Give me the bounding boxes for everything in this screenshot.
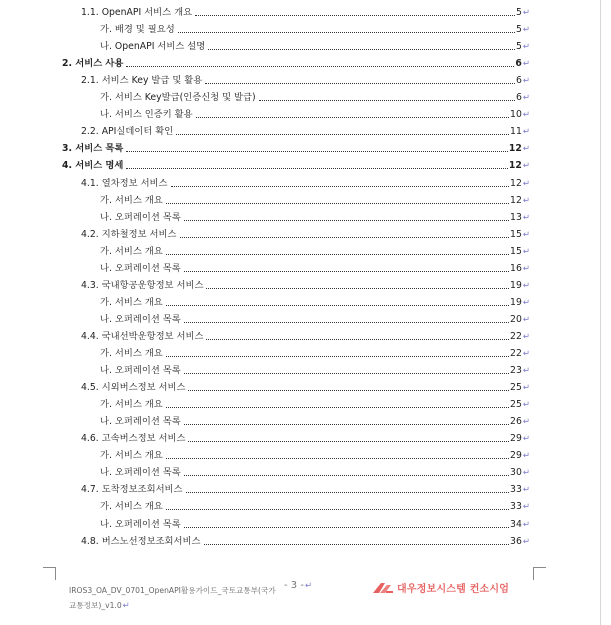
footer-document-name-line2 [69, 598, 276, 614]
toc-dot-leader [171, 186, 510, 187]
footer-page-number [284, 580, 312, 591]
paragraph-mark-icon: ↵ [522, 25, 530, 36]
toc-entry-page: 19 [510, 279, 522, 291]
toc-entry-label: 2. 서비스 사용 [62, 58, 124, 70]
toc-entry-page: 6 [515, 58, 522, 70]
toc-dot-leader [188, 441, 509, 442]
paragraph-mark-icon: ↵ [522, 59, 530, 70]
footer-document-name-line1: IROS3_OA_DV_0701_OpenAPI활용가이드_국토교통부(국가 [69, 586, 276, 595]
toc-entry-page: 5 [515, 41, 522, 53]
paragraph-mark-icon: ↵ [522, 246, 530, 257]
toc-entry-page: 5 [515, 24, 522, 36]
toc-dot-leader [126, 66, 514, 67]
toc-entry-page: 5 [515, 7, 522, 18]
toc-entry-page: 36 [510, 535, 522, 547]
company-logo-icon [372, 581, 394, 595]
toc-entry-label: 2.1. 서비스 Key 발급 및 활용 [81, 75, 203, 87]
toc-entry-page: 25 [510, 399, 522, 411]
toc-entry[interactable] [81, 174, 530, 190]
toc-entry-page: 12 [508, 143, 522, 155]
toc-entry-label: 나. 오퍼레이션 목록 [100, 467, 181, 479]
toc-entry[interactable] [100, 105, 530, 121]
toc-entry[interactable] [81, 532, 530, 548]
toc-entry-label: 가. 서비스 개요 [100, 399, 163, 411]
toc-entry-page: 29 [510, 450, 522, 462]
paragraph-mark-icon: ↵ [522, 76, 530, 87]
toc-entry[interactable] [100, 515, 530, 531]
toc-entry-label: 1.1. OpenAPI 서비스 개요 [81, 7, 193, 18]
toc-entry-page: 20 [510, 313, 522, 325]
paragraph-mark-icon: ↵ [522, 400, 530, 411]
toc-entry[interactable] [81, 122, 530, 138]
toc-entry-label: 4.5. 시외버스정보 서비스 [81, 382, 186, 394]
footer-crop-mark-right [533, 567, 546, 580]
toc-entry-label: 가. 서비스 Key발급(인증신청 및 발급) [100, 92, 256, 104]
toc-entry[interactable] [81, 378, 530, 394]
toc-entry-label: 나. 오퍼레이션 목록 [100, 262, 181, 274]
footer-document-name [69, 583, 276, 614]
toc-entry[interactable] [100, 310, 530, 326]
paragraph-mark-icon: ↵ [522, 178, 530, 189]
toc-entry-label: 나. 오퍼레이션 목록 [100, 313, 181, 325]
toc-entry-page: 30 [510, 467, 522, 479]
toc-entry-label: 가. 서비스 개요 [100, 450, 163, 462]
paragraph-mark-icon: ↵ [522, 297, 530, 308]
toc-entry[interactable] [81, 429, 530, 445]
toc-entry-label: 4.3. 국내항공운항정보 서비스 [81, 279, 204, 291]
toc-entry-label: 4.2. 지하철정보 서비스 [81, 228, 177, 240]
toc-entry[interactable] [81, 327, 530, 343]
toc-dot-leader [166, 203, 509, 204]
toc-dot-leader [176, 134, 509, 135]
paragraph-mark-icon: ↵ [122, 601, 130, 611]
toc-dot-leader [205, 83, 515, 84]
toc-dot-leader [166, 305, 509, 306]
toc-dot-leader [184, 527, 509, 528]
paragraph-mark-icon: ↵ [522, 144, 530, 155]
toc-dot-leader [206, 288, 509, 289]
paragraph-mark-icon: ↵ [522, 349, 530, 359]
toc-entry-label: 4. 서비스 명세 [62, 160, 124, 172]
toc-dot-leader [206, 339, 509, 340]
toc-entry-label: 3. 서비스 목록 [62, 143, 124, 155]
toc-dot-leader [166, 458, 509, 459]
toc-entry-page: 12 [508, 160, 522, 172]
paragraph-mark-icon: ↵ [522, 127, 530, 138]
toc-entry[interactable] [100, 208, 530, 224]
toc-entry-page: 15 [510, 245, 522, 257]
toc-entry[interactable] [62, 139, 530, 155]
toc-entry[interactable] [100, 412, 530, 428]
toc-entry-page: 11 [510, 126, 522, 138]
paragraph-mark-icon: ↵ [522, 434, 530, 445]
toc-entry-page: 23 [510, 365, 522, 377]
toc-entry-page: 22 [510, 330, 522, 342]
toc-entry[interactable] [81, 3, 530, 19]
toc-entry-label: 가. 서비스 개요 [100, 296, 163, 308]
toc-dot-leader [166, 407, 509, 408]
page-edge [600, 0, 601, 625]
toc-entry-page: 16 [510, 262, 522, 274]
toc-dot-leader [208, 49, 515, 50]
toc-entry-label: 2.2. API실데이터 확인 [81, 126, 174, 138]
toc-dot-leader [196, 117, 509, 118]
toc-entry-label: 나. 서비스 인증키 활용 [100, 109, 193, 121]
toc-entry[interactable] [81, 276, 530, 292]
toc-entry-label: 가. 서비스 개요 [100, 245, 163, 257]
toc-dot-leader [184, 424, 509, 425]
toc-entry-page: 10 [510, 109, 522, 121]
toc-entry-label: 나. 오퍼레이션 목록 [100, 365, 181, 377]
toc-entry-page: 13 [510, 211, 522, 223]
toc-entry-page: 19 [510, 296, 522, 308]
toc-entry-page: 25 [510, 382, 522, 394]
toc-dot-leader [180, 237, 510, 238]
paragraph-mark-icon: ↵ [522, 280, 530, 291]
toc-dot-leader [126, 168, 508, 169]
toc-entry[interactable] [100, 463, 530, 479]
paragraph-mark-icon: ↵ [522, 468, 530, 479]
toc-entry[interactable] [100, 395, 530, 411]
footer-crop-mark-left [43, 567, 56, 580]
toc-entry-page: 34 [510, 518, 522, 530]
toc-entry[interactable] [100, 191, 530, 207]
toc-entry-label: 4.7. 도착정보조회서비스 [81, 484, 183, 496]
toc-entry-page: 12 [510, 194, 522, 206]
paragraph-mark-icon: ↵ [522, 502, 530, 513]
paragraph-mark-icon: ↵ [522, 314, 530, 325]
toc-dot-leader [166, 509, 509, 510]
toc-dot-leader [184, 322, 509, 323]
toc-entry[interactable] [100, 259, 530, 275]
paragraph-mark-icon: ↵ [522, 161, 530, 172]
footer-page-number-text: - 3 - [284, 580, 304, 591]
toc-entry[interactable] [100, 242, 530, 258]
toc-dot-leader [184, 271, 509, 272]
toc-dot-leader [188, 390, 509, 391]
toc-entry-label: 나. 오퍼레이션 목록 [100, 211, 181, 223]
paragraph-mark-icon: ↵ [522, 229, 530, 240]
paragraph-mark-icon: ↵ [522, 417, 530, 428]
footer-document-name-line2-text: 교통정보)_v1.0 [69, 601, 122, 610]
toc-dot-leader [186, 492, 510, 493]
paragraph-mark-icon: ↵ [304, 581, 313, 591]
toc-entry[interactable] [100, 293, 530, 309]
toc-entry-page: 12 [510, 177, 522, 189]
toc-entry-page: 6 [515, 92, 522, 104]
company-logo [372, 580, 509, 595]
toc-entry-label: 나. OpenAPI 서비스 설명 [100, 41, 206, 53]
toc-entry[interactable] [81, 71, 530, 87]
toc-dot-leader [184, 220, 509, 221]
toc-entry-label: 4.4. 국내선박운항정보 서비스 [81, 330, 204, 342]
toc-entry-label: 나. 오퍼레이션 목록 [100, 416, 181, 428]
paragraph-mark-icon: ↵ [522, 485, 530, 496]
toc-entry-page: 6 [515, 75, 522, 87]
toc-entry-label: 4.6. 고속버스정보 서비스 [81, 433, 186, 445]
toc-entry[interactable] [62, 156, 530, 172]
paragraph-mark-icon: ↵ [522, 519, 530, 530]
toc-entry[interactable] [100, 497, 530, 513]
toc-entry[interactable] [100, 344, 530, 360]
toc-entry-label: 가. 서비스 개요 [100, 501, 163, 513]
toc-entry-label: 4.1. 열차정보 서비스 [81, 177, 168, 189]
toc-entry-label: 4.8. 버스노선정보조회서비스 [81, 535, 201, 547]
toc-entry-label: 가. 서비스 개요 [100, 348, 163, 359]
paragraph-mark-icon: ↵ [522, 110, 530, 121]
toc-entry[interactable] [81, 480, 530, 496]
toc-entry-label: 나. 오퍼레이션 목록 [100, 518, 181, 530]
toc-entry-page: 26 [510, 416, 522, 428]
toc-dot-leader [166, 356, 509, 357]
toc-dot-leader [184, 373, 509, 374]
toc-dot-leader [195, 15, 515, 16]
toc-entry[interactable] [100, 37, 530, 53]
paragraph-mark-icon: ↵ [522, 331, 530, 342]
toc-entry[interactable] [100, 446, 530, 462]
company-logo-text: 대우정보시스템 컨소시엄 [397, 584, 510, 595]
paragraph-mark-icon: ↵ [522, 383, 530, 394]
toc-dot-leader [259, 100, 515, 101]
toc-dot-leader [204, 544, 510, 545]
toc-entry[interactable] [100, 20, 530, 36]
toc-entry-page: 33 [510, 501, 522, 513]
toc-entry-page: 15 [510, 228, 522, 240]
toc-entry[interactable] [100, 361, 530, 377]
toc-entry[interactable] [100, 88, 530, 104]
paragraph-mark-icon: ↵ [522, 366, 530, 377]
toc-entry-page: 29 [510, 433, 522, 445]
toc-entry-label: 가. 서비스 개요 [100, 194, 163, 206]
toc-dot-leader [126, 151, 508, 152]
paragraph-mark-icon: ↵ [522, 195, 530, 206]
paragraph-mark-icon: ↵ [522, 42, 530, 53]
paragraph-mark-icon: ↵ [522, 451, 530, 462]
paragraph-mark-icon: ↵ [522, 263, 530, 274]
toc-entry[interactable] [62, 54, 530, 70]
toc-dot-leader [184, 475, 509, 476]
toc-entry-page: 33 [510, 484, 522, 496]
paragraph-mark-icon: ↵ [522, 536, 530, 547]
paragraph-mark-icon: ↵ [522, 8, 530, 18]
toc-entry-page: 22 [510, 348, 522, 359]
toc-entry[interactable] [81, 225, 530, 241]
toc-entry-label: 가. 배경 및 필요성 [100, 24, 175, 36]
toc-dot-leader [166, 254, 509, 255]
paragraph-mark-icon: ↵ [522, 212, 530, 223]
toc-dot-leader [178, 32, 515, 33]
paragraph-mark-icon: ↵ [522, 93, 530, 104]
